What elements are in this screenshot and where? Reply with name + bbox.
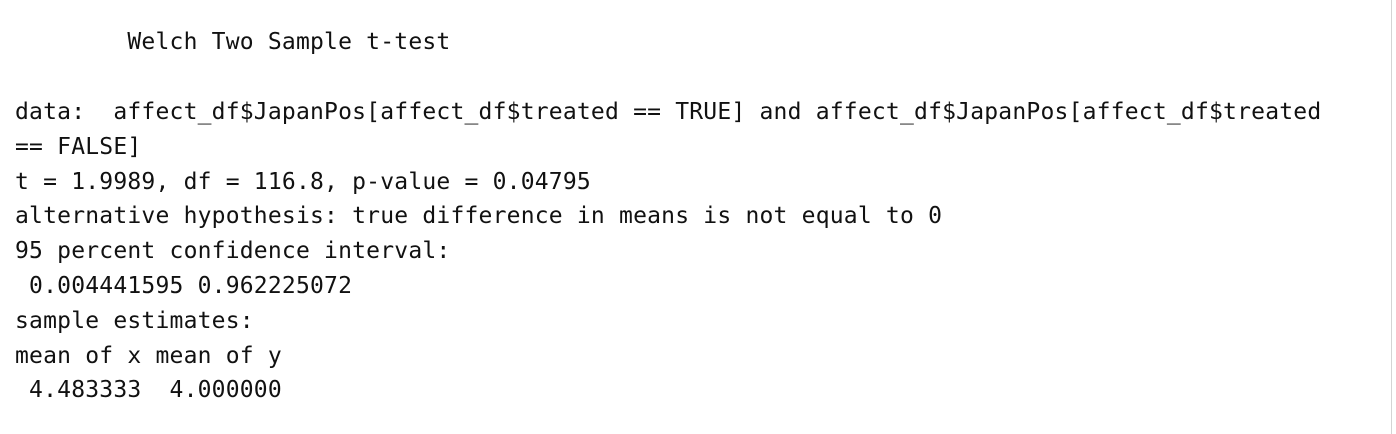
data-line: data: affect_df$JapanPos[affect_df$treated == TRUE] and affect_df$JapanPos[affect_df$treated bbox=[15, 99, 1322, 125]
confidence-interval-label: 95 percent confidence interval: bbox=[15, 238, 451, 264]
data-line-continued: == FALSE] bbox=[15, 134, 142, 160]
sample-estimates-header: mean of x mean of y bbox=[15, 343, 282, 369]
confidence-interval-values: 0.004441595 0.962225072 bbox=[15, 273, 353, 299]
sample-estimates-label: sample estimates: bbox=[15, 308, 254, 334]
test-statistics: t = 1.9989, df = 116.8, p-value = 0.04795 bbox=[15, 169, 591, 195]
test-title: Welch Two Sample t-test bbox=[15, 29, 451, 55]
sample-estimates-values: 4.483333 4.000000 bbox=[15, 377, 282, 403]
panel-border bbox=[1391, 0, 1392, 434]
alternative-hypothesis: alternative hypothesis: true difference in means is not equal to 0 bbox=[15, 203, 943, 229]
